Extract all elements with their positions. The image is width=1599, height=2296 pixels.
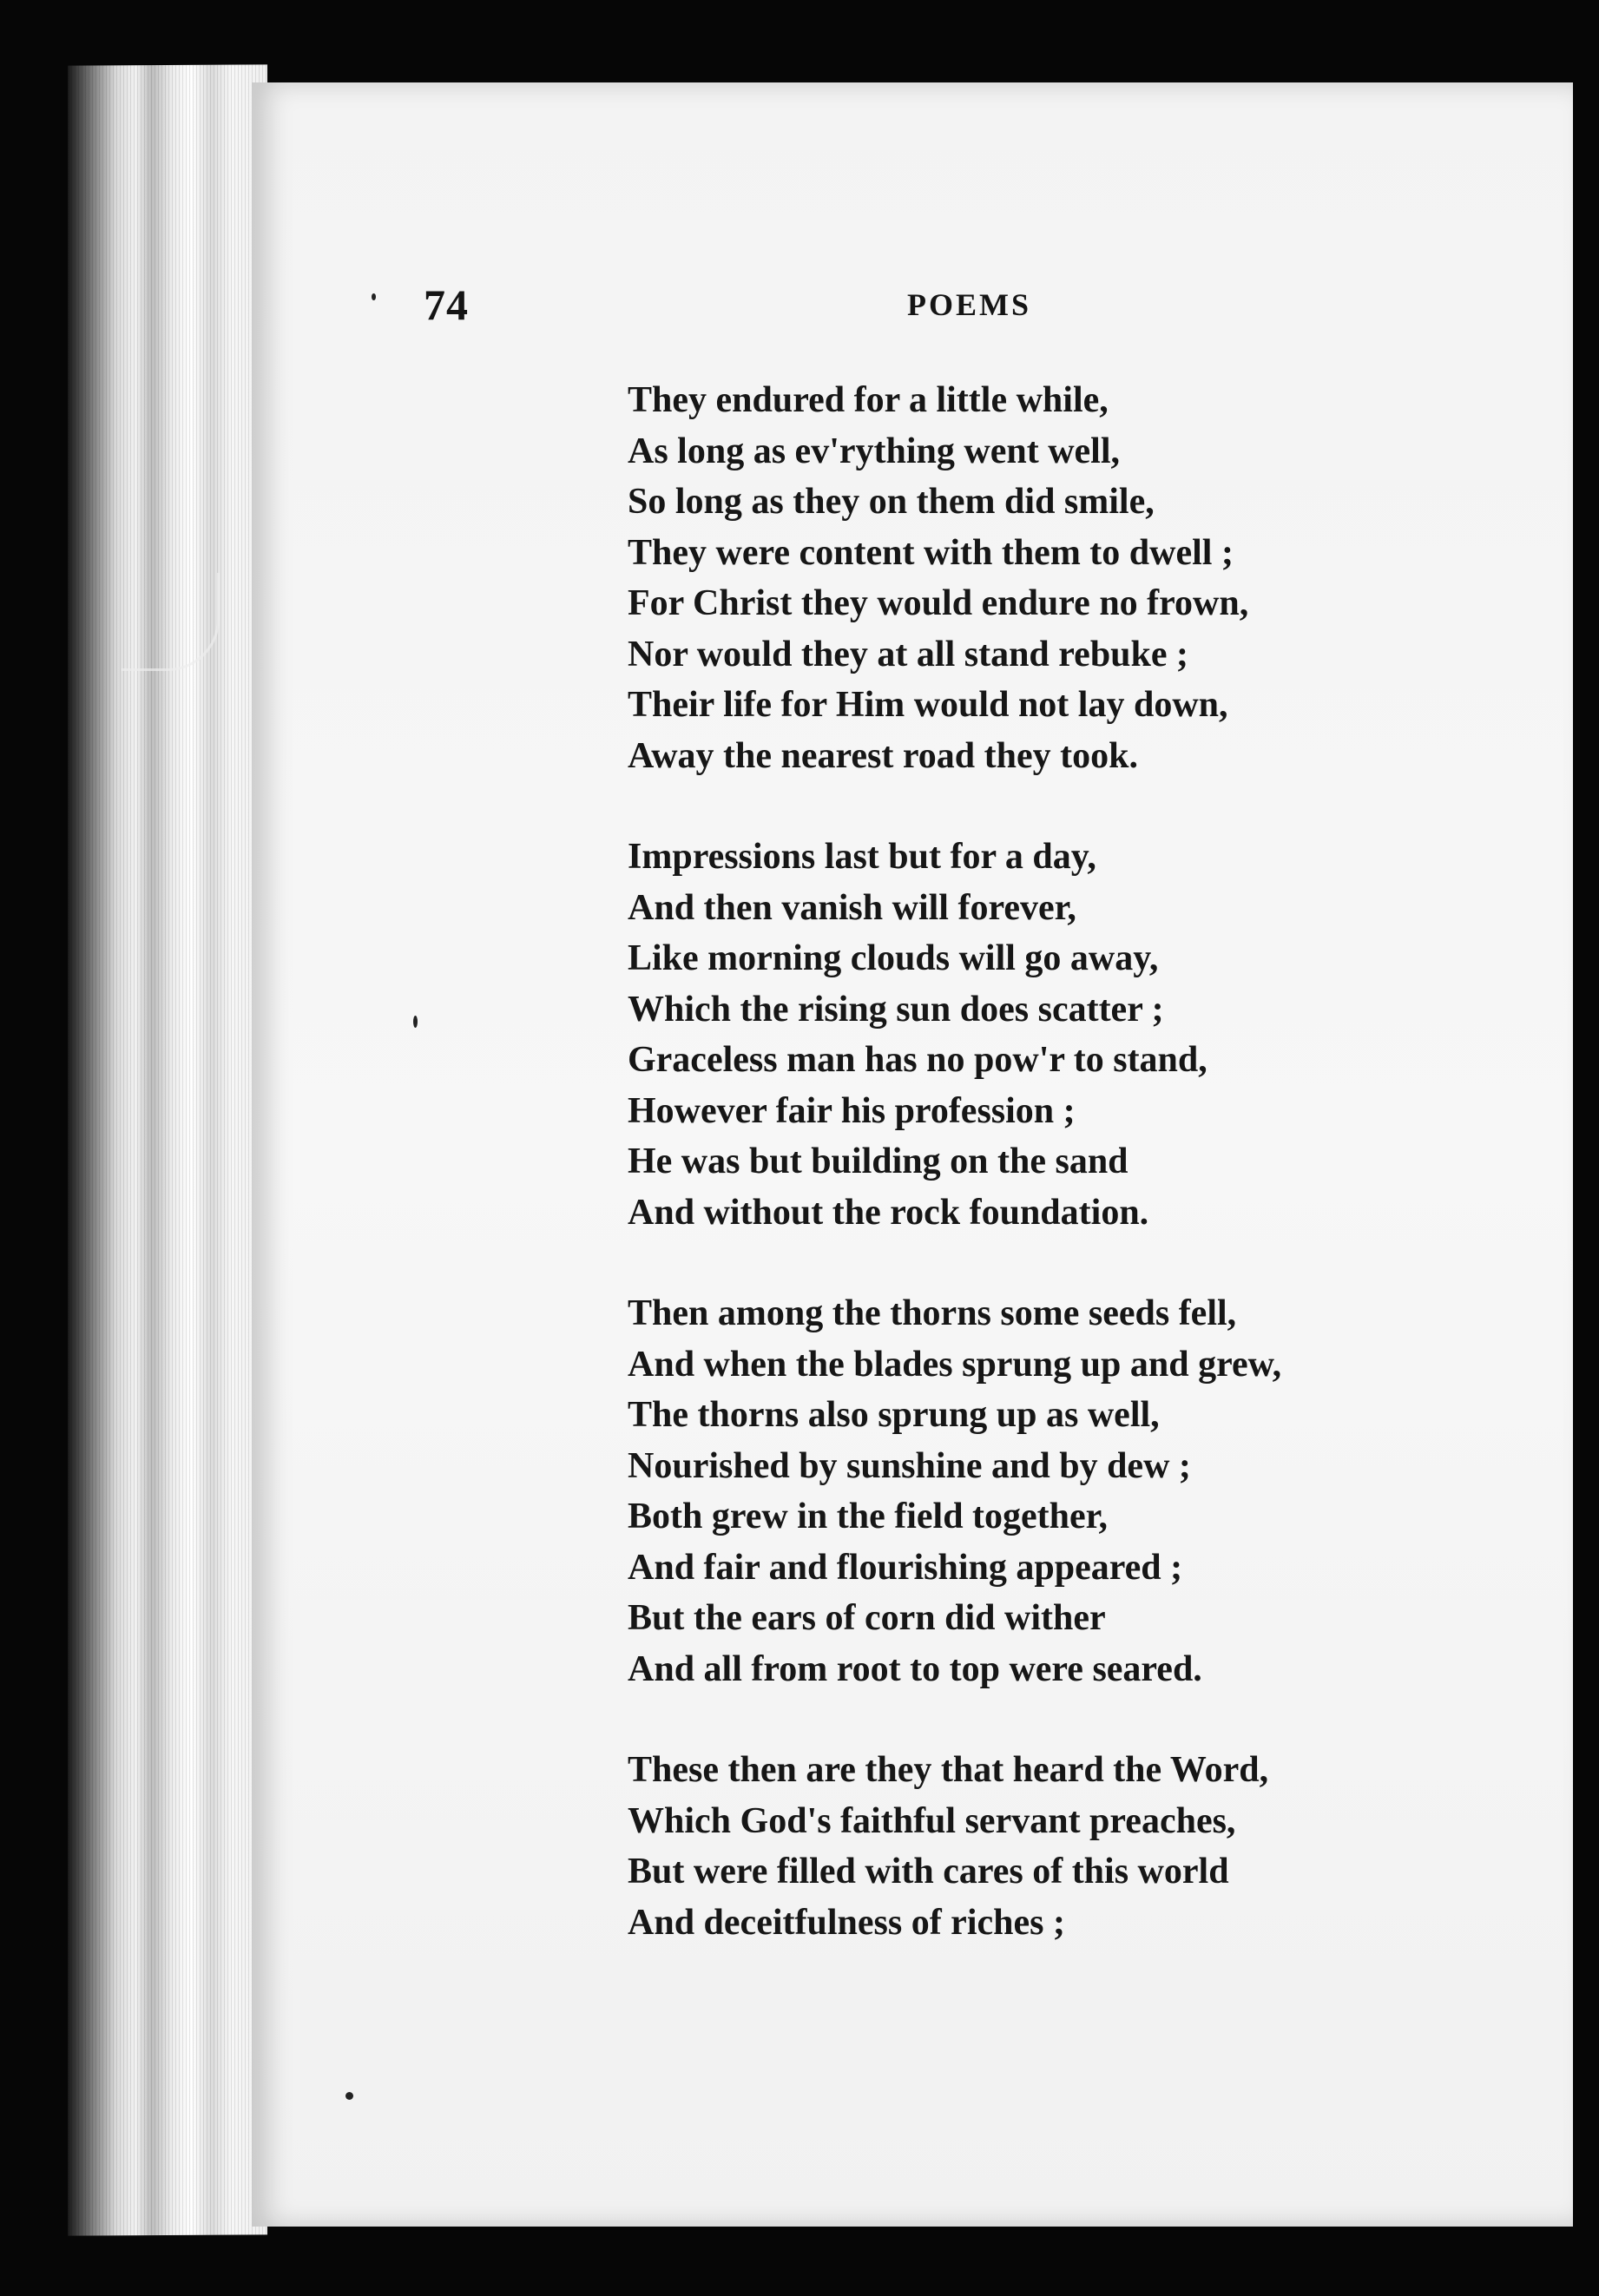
poem-line: Both grew in the field together,: [628, 1497, 1108, 1536]
poem-line: And without the rock foundation.: [628, 1192, 1149, 1233]
poem-line: These then are they that heard the Word,: [628, 1750, 1269, 1790]
poem-line: Like morning clouds will go away,: [628, 938, 1159, 978]
poem-text: [628, 375, 1496, 1998]
poem-line: And deceitfulness of riches ;: [628, 1902, 1065, 1943]
stanza: [628, 1745, 1496, 1948]
poem-line: Nor would they at all stand rebuke ;: [628, 634, 1189, 674]
poem-line: Which God's faithful servant preaches,: [628, 1800, 1236, 1841]
stanza: [628, 832, 1496, 1238]
page-number: 74: [424, 280, 469, 329]
poem-line: Away the nearest road they took.: [628, 735, 1138, 776]
stanza: [628, 1288, 1496, 1694]
running-head: [0, 280, 1599, 332]
poem-line: They were content with them to dwell ;: [628, 532, 1234, 573]
poem-line: Then among the thorns some seeds fell,: [628, 1293, 1237, 1333]
poem-line: So long as they on them did smile,: [628, 482, 1155, 522]
running-title: POEMS: [907, 287, 1032, 322]
poem-line: Their life for Him would not lay down,: [628, 685, 1228, 725]
poem-line: Graceless man has no pow'r to stand,: [628, 1040, 1207, 1080]
poem-line: But were filled with cares of this world: [628, 1852, 1229, 1891]
poem-line: And all from root to top were seared.: [628, 1648, 1202, 1689]
scan-speck: [413, 1016, 418, 1028]
poem-line: And when the blades sprung up and grew,: [628, 1344, 1282, 1385]
stanza: [628, 375, 1496, 781]
poem-line: Impressions last but for a day,: [628, 837, 1096, 877]
poem-line: And then vanish will forever,: [628, 887, 1076, 928]
poem-line: Which the rising sun does scatter ;: [628, 989, 1164, 1030]
poem-line: However fair his profession ;: [628, 1090, 1076, 1131]
poem-line: Nourished by sunshine and by dew ;: [628, 1445, 1191, 1486]
poem-line: But the ears of corn did wither: [628, 1598, 1106, 1638]
poem-line: For Christ they would endure no frown,: [628, 583, 1249, 623]
scan-speck: [345, 2092, 353, 2100]
book-page-edges: [68, 64, 267, 2235]
poem-line: They endured for a little while,: [628, 380, 1109, 420]
poem-line: And fair and flourishing appeared ;: [628, 1547, 1183, 1588]
poem-line: The thorns also sprung up as well,: [628, 1395, 1160, 1435]
poem-line: He was but building on the sand: [628, 1141, 1129, 1181]
poem-line: As long as ev'rything went well,: [628, 431, 1120, 471]
